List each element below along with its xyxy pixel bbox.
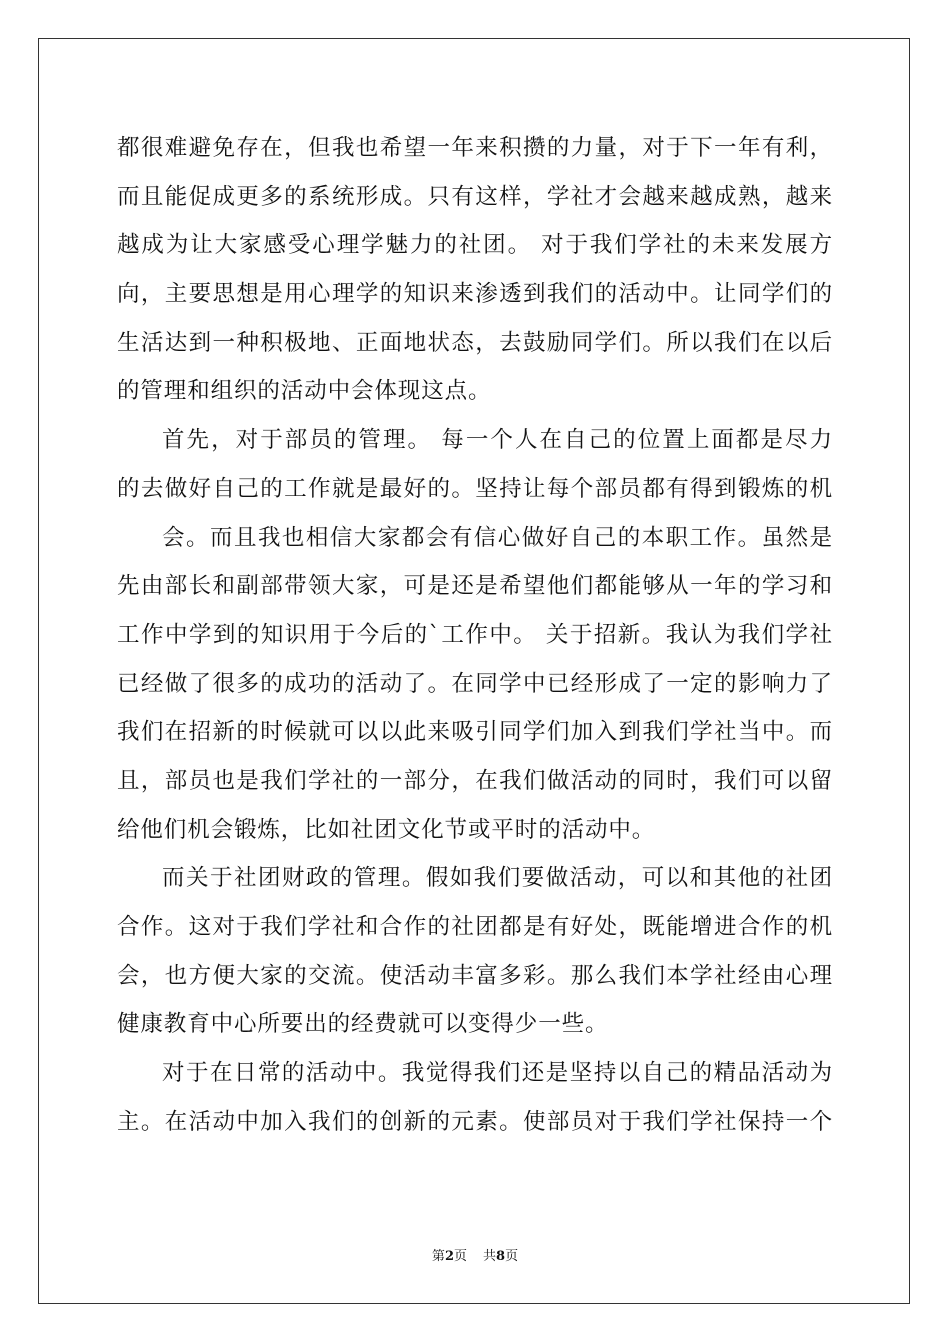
- text-line: 工作中学到的知识用于今后的`工作中。 关于招新。我认为我们学社: [117, 621, 833, 648]
- text-line: 健康教育中心所要出的经费就可以变得少一些。: [117, 1011, 609, 1038]
- footer-page-number: 2: [444, 1249, 454, 1264]
- text-line: 生活达到一种积极地、正面地状态，去鼓励同学们。所以我们在以后: [117, 329, 833, 356]
- document-body: [117, 124, 833, 1146]
- text-line: 而且能促成更多的系统形成。只有这样，学社才会越来越成熟，越来: [117, 183, 833, 210]
- text-line: 的管理和组织的活动中会体现这点。: [117, 378, 492, 405]
- text-line: 而关于社团财政的管理。假如我们要做活动，可以和其他的社团: [162, 865, 833, 892]
- footer-total-prefix: 共: [483, 1249, 497, 1264]
- text-line: 都很难避免存在，但我也希望一年来积攒的力量，对于下一年有利，: [117, 135, 833, 161]
- footer-total-pages: 8: [496, 1249, 506, 1264]
- text-line: 首先，对于部员的管理。 每一个人在自己的位置上面都是尽力: [162, 427, 833, 454]
- text-line: 且，部员也是我们学社的一部分，在我们做活动的同时，我们可以留: [117, 767, 833, 794]
- text-line: 越成为让大家感受心理学魅力的社团。 对于我们学社的未来发展方: [117, 232, 833, 259]
- text-line: 向，主要思想是用心理学的知识来渗透到我们的活动中。让同学们的: [117, 281, 833, 308]
- text-line: 的去做好自己的工作就是最好的。坚持让每个部员都有得到锻炼的机: [117, 475, 833, 502]
- text-line: 我们在招新的时候就可以以此来吸引同学们加入到我们学社当中。而: [117, 719, 833, 746]
- text-line: 会。而且我也相信大家都会有信心做好自己的本职工作。虽然是: [162, 524, 833, 551]
- text-line: 已经做了很多的成功的活动了。在同学中已经形成了一定的影响力了: [117, 670, 833, 697]
- footer-page-prefix: 第: [431, 1249, 445, 1264]
- text-line: 主。在活动中加入我们的创新的元素。使部员对于我们学社保持一个: [117, 1108, 833, 1135]
- text-line: 先由部长和副部带领大家，可是还是希望他们都能够从一年的学习和: [117, 573, 833, 600]
- footer-total-suffix: 页: [505, 1249, 519, 1264]
- text-line: 给他们机会锻炼，比如社团文化节或平时的活动中。: [117, 816, 656, 843]
- footer-page-suffix: 页: [453, 1249, 467, 1264]
- page-footer: [0, 1245, 950, 1264]
- text-line: 合作。这对于我们学社和合作的社团都是有好处，既能增进合作的机: [117, 914, 833, 940]
- text-line: 对于在日常的活动中。我觉得我们还是坚持以自己的精品活动为: [162, 1060, 833, 1087]
- text-line: 会，也方便大家的交流。使活动丰富多彩。那么我们本学社经由心理: [117, 962, 833, 989]
